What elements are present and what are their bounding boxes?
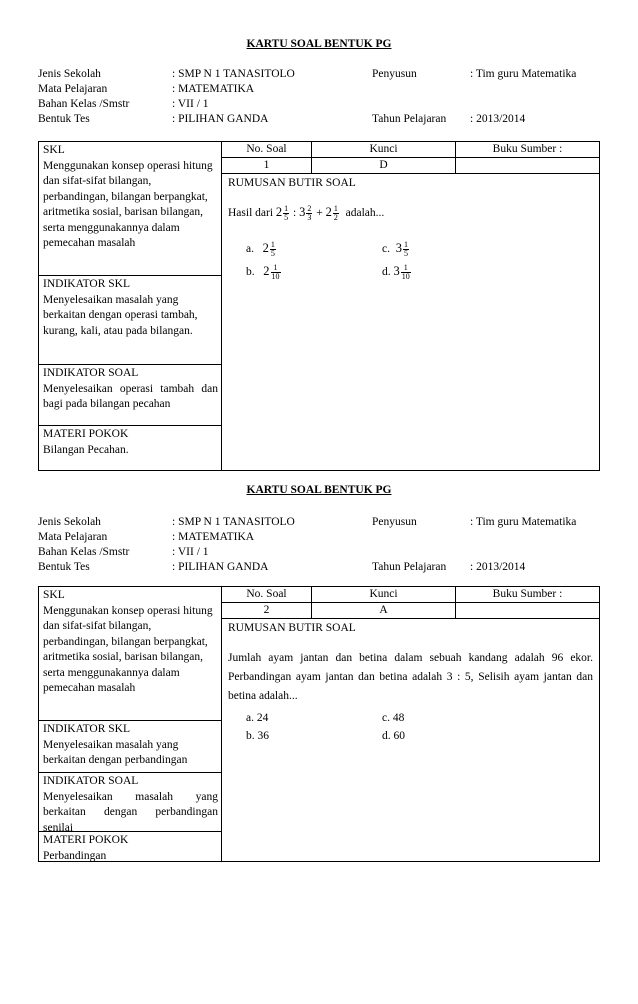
- mata-pelajaran-label: Mata Pelajaran: [38, 531, 108, 543]
- option-d: d. 60: [382, 730, 405, 742]
- skl-section: [39, 587, 222, 715]
- indikator-skl-heading: INDIKATOR SKL: [43, 723, 130, 735]
- fraction-2: [306, 205, 312, 222]
- indikator-soal-section: [39, 772, 222, 832]
- kunci-value: D: [312, 158, 456, 174]
- buku-sumber-label: Buku Sumber :: [456, 587, 599, 603]
- option-b-fraction: [271, 264, 281, 281]
- option-a-denominator: 5: [270, 248, 275, 258]
- no-soal-label: No. Soal: [222, 587, 312, 603]
- tahun-pelajaran-value: : 2013/2014: [470, 113, 526, 125]
- tahun-pelajaran-value: : 2013/2014: [470, 561, 526, 573]
- tahun-pelajaran-label: Tahun Pelajaran: [372, 561, 447, 573]
- bahan-kelas-value: : VII / 1: [172, 98, 209, 110]
- option-d-fraction: [401, 264, 411, 281]
- question-table: [38, 141, 600, 471]
- indikator-skl-text: Menyelesaikan masalah yang berkaitan dengan operasi tambah, kurang, kali, atau pada bilangan.: [43, 293, 198, 337]
- header-grid: [222, 142, 599, 174]
- card-title: KARTU SOAL BENTUK PG: [246, 484, 392, 496]
- buku-sumber-value: [456, 158, 599, 174]
- penyusun-value: : Tim guru Matematika: [470, 516, 577, 528]
- bentuk-tes-value: : PILIHAN GANDA: [172, 113, 269, 125]
- skl-heading: SKL: [43, 144, 65, 156]
- indikator-skl-section: [39, 720, 222, 772]
- indikator-skl-heading: INDIKATOR SKL: [43, 278, 130, 290]
- right-column: [222, 587, 599, 861]
- materi-pokok-heading: MATERI POKOK: [43, 428, 129, 440]
- option-a-fraction: [270, 241, 276, 258]
- jenis-sekolah-label: Jenis Sekolah: [38, 68, 101, 80]
- penyusun-value: : Tim guru Matematika: [470, 68, 577, 80]
- materi-pokok-text: Bilangan Pecahan.: [43, 443, 129, 456]
- kunci-label: Kunci: [312, 587, 456, 603]
- option-c-fraction: [403, 241, 409, 258]
- option-c-numerator: 1: [403, 239, 408, 249]
- no-soal-value: 2: [222, 603, 312, 619]
- option-a-whole: 2: [262, 241, 269, 255]
- left-column: [39, 587, 222, 861]
- option-a: a. 24: [246, 712, 269, 724]
- materi-pokok-text: Perbandingan: [43, 849, 107, 862]
- indikator-skl-text: Menyelesaikan masalah yang berkaitan dengan perbandingan: [43, 738, 188, 766]
- option-b-whole: 2: [263, 264, 270, 278]
- indikator-soal-text: Menyelesaikan masalah yang berkaitan dengan perbandingan senilai: [43, 790, 218, 834]
- rumusan-heading: RUMUSAN BUTIR SOAL: [228, 177, 356, 189]
- fraction-1-whole: 2: [275, 205, 283, 219]
- question-card-2: [38, 484, 600, 862]
- jenis-sekolah-value: : SMP N 1 TANASITOLO: [172, 68, 295, 80]
- rumusan-heading: RUMUSAN BUTIR SOAL: [228, 622, 356, 634]
- indikator-soal-text: Menyelesaikan operasi tambah dan bagi pada bilangan pecahan: [43, 382, 218, 410]
- buku-sumber-label: Buku Sumber :: [456, 142, 599, 158]
- operator-2: +: [316, 207, 323, 219]
- fraction-2-numerator: 2: [307, 203, 312, 213]
- option-c-whole: 3: [395, 241, 402, 255]
- mata-pelajaran-label: Mata Pelajaran: [38, 83, 108, 95]
- fraction-1-numerator: 1: [284, 203, 289, 213]
- right-column: [222, 142, 599, 470]
- option-c: [382, 240, 410, 258]
- skl-text: Menggunakan konsep operasi hitung dan sifat-sifat bilangan, perbandingan, bilangan berpangkat, aritmetika sosial, barisan bilangan, serta menggunakannya dalam pemecahan masalah: [43, 604, 213, 694]
- option-d-label: d.: [382, 266, 391, 278]
- indikator-soal-heading: INDIKATOR SOAL: [43, 775, 139, 787]
- bahan-kelas-value: : VII / 1: [172, 546, 209, 558]
- option-b: b. 36: [246, 730, 269, 742]
- indikator-soal-section: [39, 364, 222, 426]
- fraction-3-numerator: 1: [333, 203, 338, 213]
- materi-pokok-section: [39, 425, 222, 470]
- question-suffix: adalah...: [345, 207, 385, 219]
- fraction-3: [333, 205, 339, 222]
- option-b-label: b.: [246, 266, 255, 278]
- fraction-1-denominator: 5: [284, 212, 289, 222]
- bentuk-tes-label: Bentuk Tes: [38, 113, 90, 125]
- option-c-denominator: 5: [403, 248, 408, 258]
- question-text: [228, 204, 384, 222]
- indikator-soal-heading: INDIKATOR SOAL: [43, 367, 139, 379]
- penyusun-label: Penyusun: [372, 68, 417, 80]
- option-a-label: a.: [246, 243, 254, 255]
- fraction-3-whole: 2: [325, 205, 332, 219]
- indikator-skl-section: [39, 275, 222, 365]
- left-column: [39, 142, 222, 470]
- no-soal-label: No. Soal: [222, 142, 312, 158]
- card-title: KARTU SOAL BENTUK PG: [246, 38, 392, 50]
- option-a: [246, 240, 277, 258]
- option-b-numerator: 1: [271, 264, 281, 273]
- kunci-label: Kunci: [312, 142, 456, 158]
- penyusun-label: Penyusun: [372, 516, 417, 528]
- option-c: c. 48: [382, 712, 405, 724]
- operator-1: :: [293, 207, 297, 219]
- question-table: [38, 586, 600, 862]
- bahan-kelas-label: Bahan Kelas /Smstr: [38, 98, 130, 110]
- question-card-1: [38, 38, 600, 456]
- bentuk-tes-value: : PILIHAN GANDA: [172, 561, 269, 573]
- option-d: [382, 263, 412, 281]
- skl-section: [39, 142, 222, 270]
- option-c-label: c.: [382, 243, 390, 255]
- tahun-pelajaran-label: Tahun Pelajaran: [372, 113, 447, 125]
- option-b: [246, 263, 282, 281]
- materi-pokok-heading: MATERI POKOK: [43, 834, 129, 846]
- bahan-kelas-label: Bahan Kelas /Smstr: [38, 546, 130, 558]
- fraction-3-denominator: 2: [333, 212, 338, 222]
- mata-pelajaran-value: : MATEMATIKA: [172, 83, 255, 95]
- materi-pokok-section: [39, 831, 222, 861]
- question-prefix: Hasil dari: [228, 207, 274, 219]
- option-a-numerator: 1: [270, 239, 275, 249]
- option-b-denominator: 10: [271, 271, 280, 281]
- jenis-sekolah-value: : SMP N 1 TANASITOLO: [172, 516, 295, 528]
- fraction-2-whole: 3: [299, 205, 306, 219]
- option-d-denominator: 10: [401, 271, 410, 281]
- question-text: Jumlah ayam jantan dan betina dalam sebuah kandang adalah 96 ekor. Perbandingan ayam jantan dan betina adalah 3 : 5, Selisih ayam jantan dan betina adalah...: [228, 652, 593, 702]
- skl-text: Menggunakan konsep operasi hitung dan sifat-sifat bilangan, perbandingan, bilangan berpangkat, aritmetika sosial, barisan bilangan, serta menggunakannya dalam pemecahan masalah: [43, 159, 213, 249]
- buku-sumber-value: [456, 603, 599, 619]
- kunci-value: A: [312, 603, 456, 619]
- jenis-sekolah-label: Jenis Sekolah: [38, 516, 101, 528]
- mata-pelajaran-value: : MATEMATIKA: [172, 531, 255, 543]
- header-grid: [222, 587, 599, 619]
- option-d-numerator: 1: [401, 264, 411, 273]
- bentuk-tes-label: Bentuk Tes: [38, 561, 90, 573]
- skl-heading: SKL: [43, 589, 65, 601]
- no-soal-value: 1: [222, 158, 312, 174]
- option-d-whole: 3: [393, 264, 400, 278]
- fraction-1: [283, 205, 289, 222]
- fraction-2-denominator: 3: [307, 212, 312, 222]
